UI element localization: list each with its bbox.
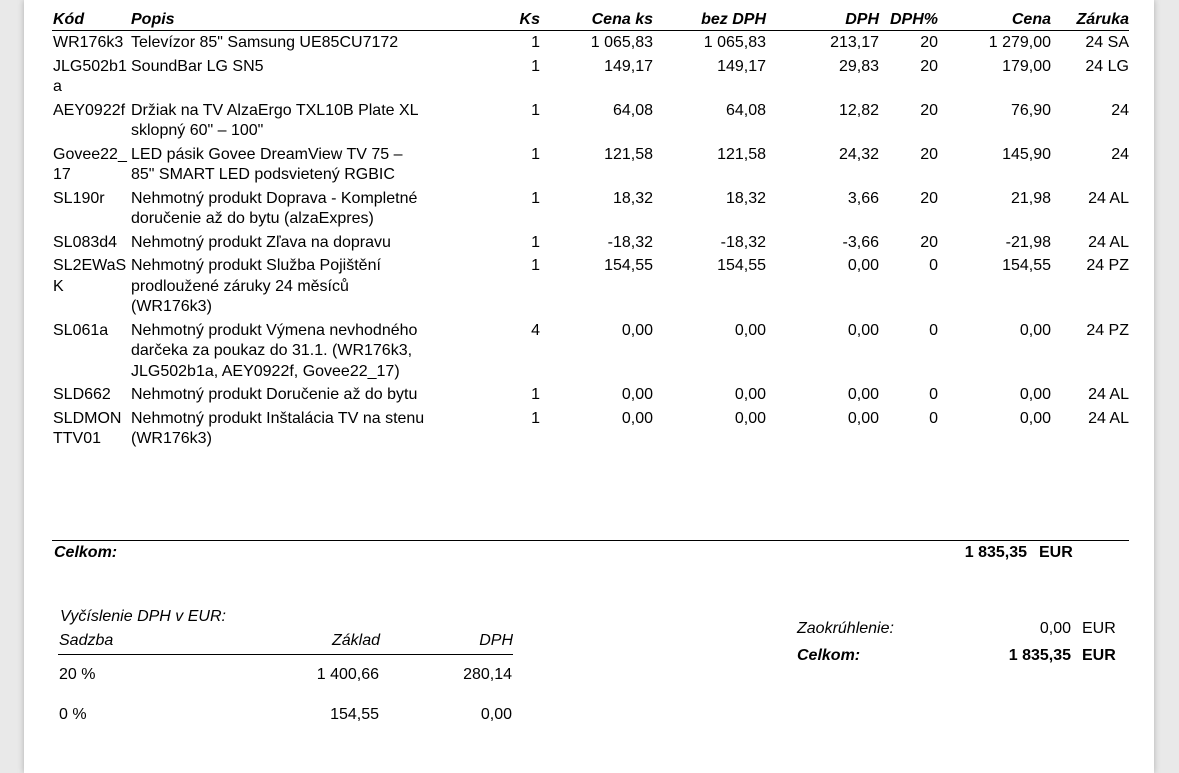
rounding-label: Zaokrúhlenie: [797, 620, 894, 637]
header-quantity: Ks [430, 6, 540, 31]
item-net: 0,00 [734, 409, 766, 427]
item-unit-price: 149,17 [604, 57, 653, 75]
table-row [52, 383, 1129, 407]
vat-base: 154,55 [330, 706, 379, 723]
item-price: 76,90 [1010, 101, 1051, 119]
item-vat: 213,17 [830, 34, 879, 51]
item-net: -18,32 [720, 233, 766, 251]
table-row [52, 231, 1129, 255]
item-code: SL190r [53, 189, 105, 207]
item-warranty: 24 PZ [1086, 257, 1129, 274]
table-row [52, 254, 1129, 319]
item-unit-price: 121,58 [604, 145, 653, 163]
item-description: Nehmotný produkt Doprava - Kompletné doručenie až do bytu (alzaExpres) [131, 189, 418, 227]
item-quantity: 1 [531, 257, 540, 274]
item-vat: 0,00 [847, 386, 879, 403]
item-warranty: 24 [1111, 101, 1129, 119]
vat-row [58, 655, 513, 696]
item-vat: 24,32 [838, 145, 879, 163]
item-price: 145,90 [1002, 145, 1051, 163]
item-quantity: 1 [531, 145, 540, 163]
item-vat-percent: 0 [929, 409, 938, 427]
header-unit-price: Cena ks [540, 6, 653, 31]
total-value: 1 835,35 [964, 544, 1027, 561]
item-quantity: 1 [531, 34, 540, 51]
item-vat: -3,66 [842, 233, 879, 251]
grand-total-label: Celkom: [797, 647, 861, 664]
table-row [52, 143, 1129, 187]
vat-rate: 20 % [59, 666, 96, 683]
vat-amount: 280,14 [463, 666, 512, 683]
item-unit-price: 0,00 [621, 386, 653, 403]
item-code: SL083d4 [53, 233, 118, 251]
header-net: bez DPH [653, 6, 766, 31]
item-net: 149,17 [717, 57, 766, 75]
item-vat-percent: 20 [920, 34, 938, 51]
header-vat-percent: DPH% [879, 6, 938, 31]
item-code: JLG502b1a [53, 57, 127, 95]
table-spacer-cell [52, 451, 1129, 465]
header-price: Cena [938, 6, 1051, 31]
header-vat: DPH [766, 6, 879, 31]
table-row [52, 187, 1129, 231]
item-unit-price: 64,08 [612, 101, 653, 119]
header-code: Kód [52, 6, 130, 31]
items-table [52, 6, 1129, 465]
item-description: Nehmotný produkt Inštalácia TV na stenu (WR176k3) [131, 409, 425, 447]
rounding-value: 0,00 [1039, 620, 1071, 637]
item-net: 1 065,83 [703, 34, 766, 51]
vat-header-row [58, 630, 513, 655]
total-currency: EUR [1039, 544, 1073, 561]
total-divider [52, 540, 1129, 541]
item-warranty: 24 SA [1085, 34, 1129, 51]
table-row [52, 319, 1129, 384]
item-price: 179,00 [1002, 57, 1051, 75]
item-unit-price: 1 065,83 [590, 34, 653, 51]
vat-header-vat: DPH [380, 630, 513, 655]
rounding-currency: EUR [1082, 620, 1116, 637]
item-price: 1 279,00 [988, 34, 1051, 51]
item-quantity: 1 [531, 189, 540, 207]
item-warranty: 24 AL [1088, 233, 1129, 251]
item-code: SL061a [53, 321, 109, 339]
item-quantity: 1 [531, 101, 540, 119]
item-net: 121,58 [717, 145, 766, 163]
vat-summary-title: Vyčíslenie DPH v EUR: [60, 608, 226, 625]
item-vat: 12,82 [838, 101, 879, 119]
item-code: SL2EWaSK [53, 257, 127, 295]
table-spacer [52, 451, 1129, 465]
header-warranty: Záruka [1051, 6, 1129, 31]
item-description: Nehmotný produkt Služba Pojištění prodloužené záruky 24 měsíců (WR176k3) [131, 257, 381, 315]
item-vat-percent: 0 [929, 386, 938, 403]
total-label: Celkom: [54, 544, 118, 561]
invoice-page [24, 0, 1154, 773]
item-price: -21,98 [1005, 233, 1051, 251]
item-unit-price: -18,32 [607, 233, 653, 251]
item-code: AEY0922f [53, 101, 126, 119]
item-net: 64,08 [725, 101, 766, 119]
item-vat: 3,66 [847, 189, 879, 207]
table-row [52, 99, 1129, 143]
item-description: Nehmotný produkt Výmena nevhodného darčeka za poukaz do 31.1. (WR176k3, JLG502b1a, AEY0922f, Govee22_17) [131, 321, 418, 380]
item-unit-price: 154,55 [604, 257, 653, 274]
item-description: LED pásik Govee DreamView TV 75 – 85" SMART LED podsvietený RGBIC [131, 145, 403, 183]
table-row [52, 55, 1129, 99]
item-net: 154,55 [717, 257, 766, 274]
item-warranty: 24 AL [1088, 409, 1129, 427]
item-unit-price: 18,32 [612, 189, 653, 207]
grand-total-currency: EUR [1082, 647, 1116, 664]
item-price: 0,00 [1019, 386, 1051, 403]
item-description: Nehmotný produkt Zľava na dopravu [131, 233, 391, 251]
item-description: SoundBar LG SN5 [131, 57, 264, 75]
item-price: 21,98 [1010, 189, 1051, 207]
header-description: Popis [130, 6, 430, 31]
item-vat-percent: 0 [929, 321, 938, 339]
item-warranty: 24 [1111, 145, 1129, 163]
item-vat-percent: 0 [929, 257, 938, 274]
item-vat-percent: 20 [920, 101, 938, 119]
item-net: 18,32 [725, 189, 766, 207]
item-vat: 0,00 [847, 409, 879, 427]
vat-summary-table [58, 630, 513, 735]
item-unit-price: 0,00 [621, 321, 653, 339]
item-description: Nehmotný produkt Doručenie až do bytu [131, 386, 418, 403]
item-quantity: 1 [531, 409, 540, 427]
item-code: SLD662 [53, 386, 111, 403]
item-warranty: 24 AL [1088, 189, 1129, 207]
table-row [52, 407, 1129, 451]
item-quantity: 1 [531, 386, 540, 403]
item-warranty: 24 LG [1085, 57, 1129, 75]
item-warranty: 24 PZ [1086, 321, 1129, 339]
item-unit-price: 0,00 [621, 409, 653, 427]
item-description: Držiak na TV AlzaErgo TXL10B Plate XL sklopný 60" – 100" [131, 101, 418, 139]
item-vat: 0,00 [847, 321, 879, 339]
item-code: WR176k3 [53, 34, 124, 51]
item-quantity: 1 [531, 57, 540, 75]
item-vat: 29,83 [838, 57, 879, 75]
item-vat-percent: 20 [920, 233, 938, 251]
vat-row [58, 695, 513, 735]
table-row [52, 31, 1129, 55]
item-quantity: 4 [531, 321, 540, 339]
item-vat-percent: 20 [920, 145, 938, 163]
item-vat: 0,00 [847, 257, 879, 274]
item-price: 0,00 [1019, 321, 1051, 339]
item-description: Televízor 85" Samsung UE85CU7172 [131, 34, 399, 51]
item-code: Govee22_17 [53, 145, 127, 183]
grand-total-value: 1 835,35 [1008, 647, 1071, 664]
item-price: 154,55 [1002, 257, 1051, 274]
item-vat-percent: 20 [920, 57, 938, 75]
item-code: SLDMONTTV01 [53, 409, 122, 447]
item-vat-percent: 20 [920, 189, 938, 207]
vat-header-base: Základ [238, 630, 380, 655]
item-quantity: 1 [531, 233, 540, 251]
item-net: 0,00 [734, 321, 766, 339]
vat-base: 1 400,66 [316, 666, 379, 683]
vat-rate: 0 % [59, 706, 87, 723]
item-warranty: 24 AL [1088, 386, 1129, 403]
vat-header-rate: Sadzba [58, 630, 238, 655]
vat-amount: 0,00 [480, 706, 512, 723]
item-price: 0,00 [1019, 409, 1051, 427]
item-net: 0,00 [734, 386, 766, 403]
items-header-row [52, 6, 1129, 31]
